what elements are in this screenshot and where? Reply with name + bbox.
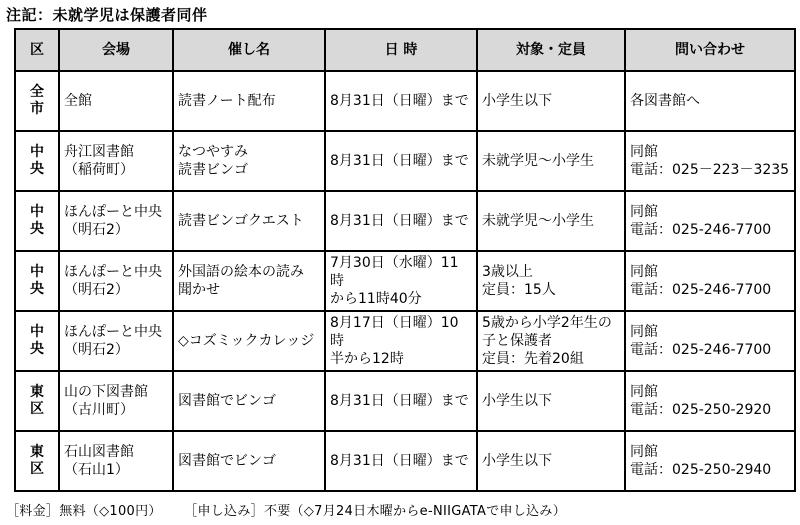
event-line: 外国語の絵本の読み (178, 264, 304, 280)
cell-target (477, 131, 625, 191)
ward-line: 中 (30, 204, 44, 220)
venue-line: 全館 (64, 93, 92, 109)
cell-target (477, 251, 625, 311)
target-line: 定員：先着20組 (482, 351, 584, 367)
datetime-line: から11時40分 (330, 291, 422, 307)
footer (6, 500, 584, 519)
datetime-line: 8月17日（日曜）10時 (330, 315, 459, 349)
cell-target (477, 311, 625, 371)
target-line: 子と保護者 (482, 333, 552, 349)
cell-datetime (325, 131, 477, 191)
contact-line: 電話：025-246-7700 (630, 342, 772, 358)
event-line: 図書館でビンゴ (178, 453, 276, 469)
table-row (15, 251, 795, 311)
ward-line: 区 (30, 461, 44, 477)
venue-line: （古川町） (64, 402, 134, 418)
ward-line: 市 (30, 101, 44, 117)
cell-datetime (325, 431, 477, 491)
contact-line: 同館 (630, 264, 658, 280)
venue-line: （石山1） (64, 462, 129, 478)
cell-datetime (325, 191, 477, 251)
cell-event (173, 371, 325, 431)
cell-contact (625, 251, 795, 311)
cell-datetime (325, 251, 477, 311)
header-contact: 問い合わせ (625, 29, 795, 71)
target-line: 未就学児～小学生 (482, 153, 594, 169)
events-table (14, 28, 796, 492)
cell-contact (625, 71, 795, 131)
target-line: 小学生以下 (482, 393, 552, 409)
datetime-line: 半から12時 (330, 351, 404, 367)
venue-line: 舟江図書館 (64, 144, 134, 160)
cell-venue (59, 191, 173, 251)
event-line: 聞かせ (178, 282, 220, 298)
header-venue: 会場 (59, 29, 173, 71)
target-line: 定員：15人 (482, 282, 556, 298)
contact-line: 電話：025－223－3235 (630, 162, 790, 178)
event-line: 読書ビンゴ (178, 162, 248, 178)
event-line: なつやすみ (178, 144, 248, 160)
cell-ward (15, 311, 59, 371)
cell-target (477, 191, 625, 251)
cell-ward (15, 191, 59, 251)
cell-contact (625, 431, 795, 491)
header-ward: 区 (15, 29, 59, 71)
cell-venue (59, 371, 173, 431)
cell-contact (625, 191, 795, 251)
datetime-line: 8月31日（日曜）まで (330, 213, 469, 229)
contact-line: 同館 (630, 324, 658, 340)
ward-line: 東 (30, 444, 44, 460)
table-row (15, 371, 795, 431)
contact-line: 同館 (630, 444, 658, 460)
ward-line: 中 (30, 324, 44, 340)
datetime-line: 8月31日（日曜）まで (330, 93, 469, 109)
contact-line: 同館 (630, 384, 658, 400)
venue-line: （稲荷町） (64, 162, 134, 178)
cell-event (173, 131, 325, 191)
ward-line: 中 (30, 144, 44, 160)
venue-line: （明石2） (64, 282, 129, 298)
venue-line: ほんぽーと中央 (64, 264, 162, 280)
ward-line: 央 (30, 221, 44, 237)
venue-line: ほんぽーと中央 (64, 204, 162, 220)
cell-contact (625, 371, 795, 431)
cell-event (173, 431, 325, 491)
contact-line: 電話：025-246-7700 (630, 282, 772, 298)
cell-event (173, 251, 325, 311)
cell-ward (15, 71, 59, 131)
header-datetime: 日 時 (325, 29, 477, 71)
footer-fee: ［料金］無料（◇100円） (6, 504, 162, 519)
table-row (15, 311, 795, 371)
datetime-line: 8月31日（日曜）まで (330, 393, 469, 409)
cell-target (477, 71, 625, 131)
cell-event (173, 71, 325, 131)
datetime-line: 8月31日（日曜）まで (330, 453, 469, 469)
venue-line: 山の下図書館 (64, 384, 148, 400)
header-target: 対象・定員 (477, 29, 625, 71)
cell-datetime (325, 371, 477, 431)
ward-line: 中 (30, 264, 44, 280)
cell-venue (59, 131, 173, 191)
cell-target (477, 371, 625, 431)
event-line: 読書ノート配布 (178, 93, 276, 109)
event-line: ◇コズミックカレッジ (178, 333, 315, 349)
cell-venue (59, 431, 173, 491)
cell-target (477, 431, 625, 491)
target-line: 小学生以下 (482, 93, 552, 109)
ward-line: 区 (30, 401, 44, 417)
header-event: 催し名 (173, 29, 325, 71)
event-line: 読書ビンゴクエスト (178, 213, 304, 229)
cell-ward (15, 131, 59, 191)
cell-contact (625, 311, 795, 371)
target-line: 5歳から小学2年生の (482, 315, 612, 331)
page-note: 注記：未就学児は保護者同伴 (6, 6, 208, 24)
ward-line: 全 (30, 84, 44, 100)
cell-event (173, 311, 325, 371)
venue-line: 石山図書館 (64, 444, 134, 460)
contact-line: 同館 (630, 204, 658, 220)
cell-datetime (325, 311, 477, 371)
cell-ward (15, 371, 59, 431)
contact-line: 電話：025-250-2940 (630, 462, 772, 478)
venue-line: （明石2） (64, 222, 129, 238)
cell-venue (59, 71, 173, 131)
ward-line: 央 (30, 281, 44, 297)
contact-line: 同館 (630, 144, 658, 160)
contact-line: 電話：025-250-2920 (630, 402, 772, 418)
target-line: 3歳以上 (482, 264, 533, 280)
contact-line: 各図書館へ (630, 93, 700, 109)
target-line: 未就学児～小学生 (482, 213, 594, 229)
ward-line: 央 (30, 341, 44, 357)
target-line: 小学生以下 (482, 453, 552, 469)
venue-line: ほんぽーと中央 (64, 324, 162, 340)
cell-venue (59, 251, 173, 311)
event-line: 図書館でビンゴ (178, 393, 276, 409)
footer-apply: ［申し込み］不要（◇7月24日木曜からe-NIIGATAで申し込み） (184, 504, 567, 519)
table-row (15, 131, 795, 191)
contact-line: 電話：025-246-7700 (630, 222, 772, 238)
datetime-line: 7月30日（水曜）11時 (330, 255, 459, 289)
cell-venue (59, 311, 173, 371)
cell-ward (15, 251, 59, 311)
venue-line: （明石2） (64, 342, 129, 358)
ward-line: 東 (30, 384, 44, 400)
cell-ward (15, 431, 59, 491)
table-row (15, 71, 795, 131)
table-row (15, 431, 795, 491)
table-row (15, 191, 795, 251)
table-header-row (15, 29, 795, 71)
cell-contact (625, 131, 795, 191)
ward-line: 央 (30, 161, 44, 177)
cell-datetime (325, 71, 477, 131)
datetime-line: 8月31日（日曜）まで (330, 153, 469, 169)
cell-event (173, 191, 325, 251)
